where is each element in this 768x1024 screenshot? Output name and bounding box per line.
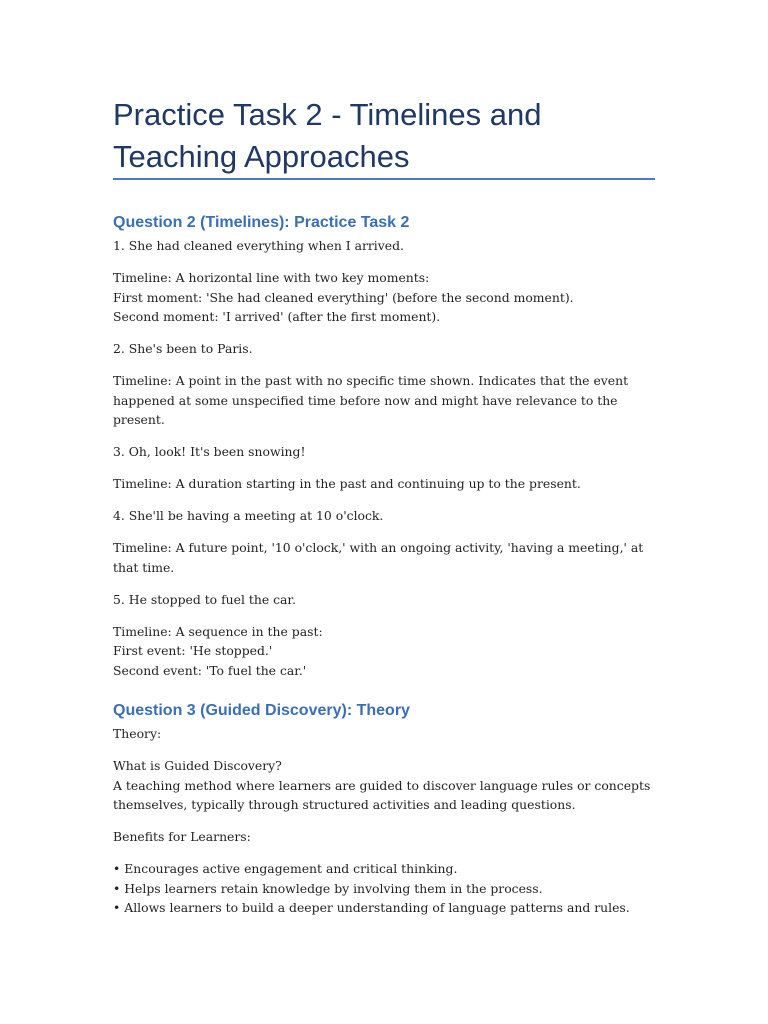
text-line: First moment: 'She had cleaned everything' (before the second moment). (113, 289, 574, 305)
bullet-item: • Allows learners to build a deeper understanding of language patterns and rules. (113, 900, 630, 915)
text-line: Theory: (113, 726, 162, 741)
text-line: What is Guided Discovery? (113, 758, 282, 773)
paragraph (113, 827, 668, 847)
section-heading: Question 3 (Guided Discovery): Theory (113, 702, 410, 719)
text-line: 3. Oh, look! It's been snowing! (113, 444, 306, 459)
text-line: 1. She had cleaned everything when I arrived. (113, 238, 404, 253)
text-line: A teaching method where learners are guided to discover language rules or concepts themselves, typically through structured activities and leading questions. (113, 777, 651, 812)
section-heading: Question 2 (Timelines): Practice Task 2 (113, 214, 410, 231)
bullet-list (113, 859, 668, 918)
text-line: Second event: 'To fuel the car.' (113, 662, 307, 678)
section-question-3 (113, 700, 668, 918)
paragraph (113, 590, 668, 610)
paragraph (113, 724, 668, 744)
text-line: Second moment: 'I arrived' (after the first moment). (113, 309, 441, 324)
paragraph (113, 268, 668, 327)
bullet-item: • Encourages active engagement and critical thinking. (113, 861, 458, 876)
paragraph (113, 506, 668, 526)
bullet-item: • Helps learners retain knowledge by involving them in the process. (113, 880, 543, 896)
text-line: 2. She's been to Paris. (113, 341, 253, 356)
text-line: Timeline: A future point, '10 o'clock,' with an ongoing activity, 'having a meeting,' at that time. (113, 540, 644, 575)
paragraph (113, 474, 668, 494)
text-line: First event: 'He stopped.' (113, 643, 273, 658)
text-line: Benefits for Learners: (113, 829, 251, 844)
text-line: Timeline: A duration starting in the past and continuing up to the present. (113, 476, 581, 491)
text-line: Timeline: A horizontal line with two key moments: (113, 270, 430, 285)
paragraph (113, 236, 668, 256)
section-question-2 (113, 212, 668, 680)
paragraph (113, 371, 668, 430)
paragraph (113, 756, 668, 815)
document-title: Practice Task 2 - Timelines and Teaching Approaches (113, 97, 542, 174)
text-line: Timeline: A point in the past with no specific time shown. Indicates that the event happened at some unspecified time before now and might have relevance to the present. (113, 373, 629, 427)
text-line: Timeline: A sequence in the past: (113, 623, 323, 639)
paragraph (113, 622, 668, 681)
text-line: 4. She'll be having a meeting at 10 o'clock. (113, 508, 384, 523)
paragraph (113, 442, 668, 462)
paragraph (113, 538, 668, 577)
paragraph (113, 339, 668, 359)
document-body (113, 210, 668, 918)
text-line: 5. He stopped to fuel the car. (113, 591, 296, 607)
title-underline (113, 178, 655, 180)
